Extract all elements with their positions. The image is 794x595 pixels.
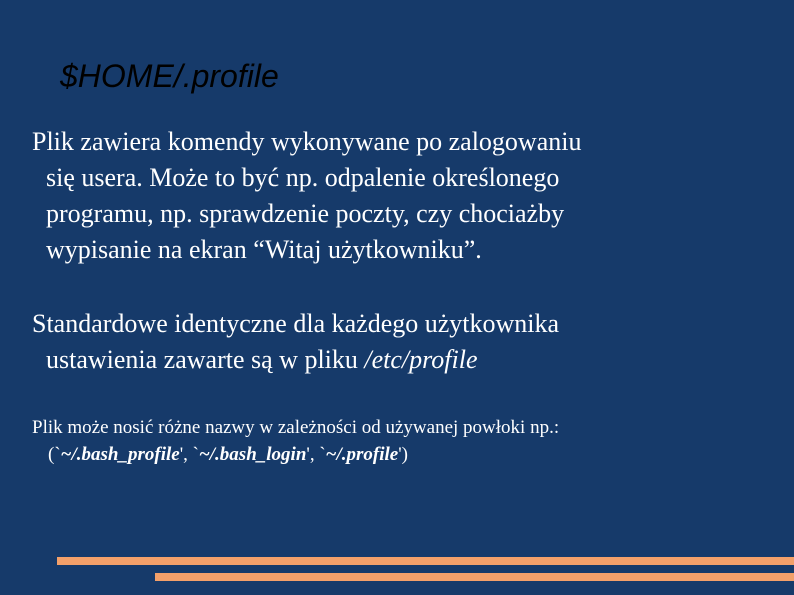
paragraph-text: ustawienia zawarte są w pliku	[46, 345, 365, 374]
paragraph-line: Standardowe identyczne dla każdego użytkownika	[32, 309, 560, 338]
paragraph-line: programu, np. sprawdzenie poczty, czy chociażby	[46, 199, 565, 228]
paragraph-profile-description	[32, 124, 581, 268]
decorative-bar-bottom	[155, 573, 794, 581]
etc-profile-path: /etc/profile	[364, 345, 478, 374]
paragraph-etc-profile	[32, 306, 559, 378]
paragraph-shell-names	[32, 414, 559, 468]
bash-profile-name: ~/.bash_profile	[60, 444, 180, 465]
bash-login-name: ~/.bash_login	[198, 444, 307, 465]
paragraph-line	[32, 342, 559, 378]
paragraph-line: Plik zawiera komendy wykonywane po zalogowaniu	[32, 127, 582, 156]
separator: ', `	[306, 444, 326, 465]
profile-name: ~/.profile	[325, 444, 399, 465]
separator: ', `	[179, 444, 199, 465]
slide-title: $HOME/.profile	[60, 58, 279, 94]
decorative-bar-top	[57, 557, 794, 565]
close-paren: ')	[398, 444, 409, 465]
file-names-line	[32, 441, 559, 468]
paragraph-line: się usera. Może to być np. odpalenie określonego	[46, 163, 560, 192]
paragraph-line: Plik może nosić różne nazwy w zależności od używanej powłoki np.:	[32, 417, 560, 438]
open-paren: (`	[48, 444, 61, 465]
paragraph-line: wypisanie na ekran “Witaj użytkowniku”.	[46, 235, 482, 264]
